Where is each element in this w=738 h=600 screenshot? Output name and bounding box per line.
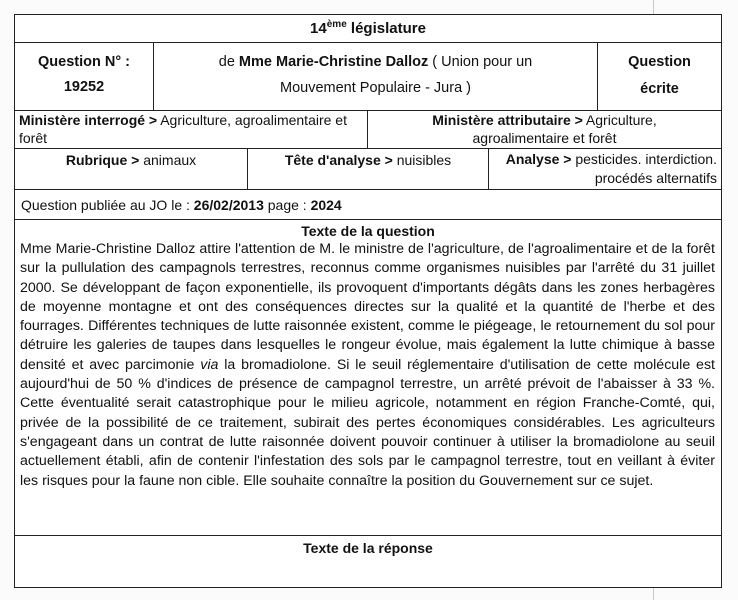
question-number-cell <box>15 43 154 110</box>
question-text-italic: via <box>200 356 219 373</box>
question-number-label: Question N° : <box>38 54 130 70</box>
ministere-interroge-label: Ministère interrogé > <box>19 112 158 128</box>
classification-row <box>15 149 721 190</box>
ministries-row <box>15 111 721 149</box>
question-text-part2: la bromadiolone. Si le seuil réglementaire d'utilisation de cette molécule est aujourd'hui de 50 % d'indices de présence de campagnol terrestre, un arrêté prévoit de l'abaisser à 33 %. Cette éventualité serait catastrophique pour le milieu agricole, notamment en région Franche-Comté, qui, privée de la possibilité de ce traitement, subirait des pertes économiques considérables. Les agriculteurs s'engageant dans un contrat de lutte raisonnée doivent pouvoir continuer à utiliser la bromadiolone au seuil actuellement établi, afin de contenir l'infestation des sols par le campagnol terrestre, tout en veillant à éviter les risques pour la faune non cible. Elle souhaite connaître la position du Gouvernement sur ce sujet. <box>20 356 715 489</box>
question-author <box>180 49 571 101</box>
ministere-attributaire-label: Ministère attributaire > <box>432 112 583 128</box>
tete-analyse-label: Tête d'analyse > <box>284 152 393 168</box>
question-number: 19252 <box>63 79 105 95</box>
ministere-attributaire-value: Agriculture, agroalimentaire et forêt <box>472 112 657 146</box>
question-text-title: Texte de la question <box>301 223 435 239</box>
publication-page: 2024 <box>310 197 342 213</box>
legislature-suffix: ème <box>326 19 347 30</box>
author-group: ( Union pour un Mouvement Populaire - Jura ) <box>280 54 533 96</box>
question-type: Question écrite <box>628 54 691 97</box>
author-name: Mme Marie-Christine Dalloz <box>238 54 429 70</box>
analyse-label: Analyse > <box>505 151 572 167</box>
legislature-title <box>15 15 721 37</box>
answer-section <box>15 536 721 587</box>
ministere-attributaire-cell <box>368 111 721 148</box>
question-type-cell <box>598 43 721 110</box>
publication-date: 26/02/2013 <box>193 197 264 213</box>
question-author-cell <box>154 43 598 110</box>
legislature-row <box>15 15 721 43</box>
analyse-cell <box>489 149 721 189</box>
question-text-part1: Mme Marie-Christine Dalloz attire l'attention de M. le ministre de l'agriculture, de l'agroalimentaire et de la forêt sur la pullulation des campagnols terrestres, reconnus comme organismes nuisibles par l'arrêté du 31 juillet 2000. Se développant de façon exponentielle, ils provoquent d'importants dégâts dans les zones herbagères de moyenne montagne et ont des conséquences directes sur la qualité et la quantité de l'herbe et des fourrages. Différentes techniques de lutte raisonnée existent, comme le piégeage, le retournement du sol pour détruire les galeries de taupes dans lesquelles le rongeur évolue, mais également la lutte chimique à basse densité et avec parcimonie <box>20 241 715 373</box>
rubrique-label: Rubrique > <box>65 152 140 168</box>
author-prefix: de <box>218 54 235 70</box>
question-header-row <box>15 43 721 111</box>
legislature-word: législature <box>350 20 426 37</box>
question-text-body <box>15 240 721 491</box>
publication-info <box>15 190 721 215</box>
tete-analyse-cell <box>248 149 489 189</box>
publication-row <box>15 190 721 220</box>
publication-prefix: Question publiée au JO le : <box>21 197 190 213</box>
publication-page-label: page : <box>267 197 307 213</box>
analyse-value: pesticides. interdiction. procédés alternatifs <box>575 151 717 186</box>
rubrique-cell <box>15 149 248 189</box>
tete-analyse-value: nuisibles <box>396 152 452 168</box>
question-sheet <box>14 14 722 588</box>
answer-title: Texte de la réponse <box>303 540 433 556</box>
question-text-section <box>15 220 721 536</box>
legislature-number: 14 <box>310 20 327 37</box>
ministere-interroge-cell <box>15 111 368 148</box>
ministere-interroge-value: Agriculture, agroalimentaire et forêt <box>19 112 347 146</box>
rubrique-value: animaux <box>143 152 197 168</box>
